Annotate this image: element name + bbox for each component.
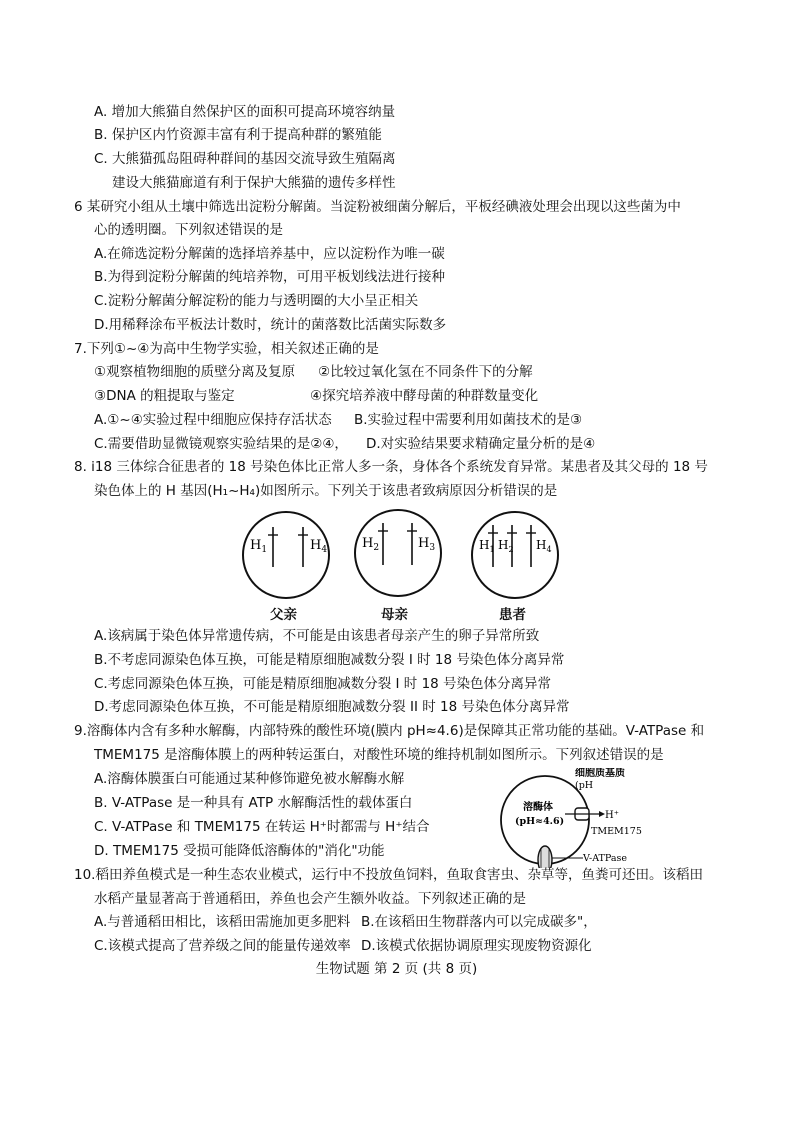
v-atpase-label: V-ATPase [583, 853, 628, 864]
q5-option-b: B. 保护区内竹资源丰富有利于提高种群的繁殖能 [94, 127, 382, 143]
q7-experiment-4: ④探究培养液中酵母菌的种群数量变化 [310, 388, 539, 404]
patient-label: 患者 [499, 607, 526, 623]
q6-option-c: C.淀粉分解菌分解淀粉的能力与透明圈的大小呈正相关 [94, 293, 419, 309]
q7-option-c: C.需要借助显微镜观察实验结果的是②④， [94, 436, 348, 452]
q6-option-b: B.为得到淀粉分解菌的纯培养物，可用平板划线法进行接种 [94, 269, 446, 285]
q9-option-a: A.溶酶体膜蛋白可能通过某种修饰避免被水解酶水解 [94, 771, 405, 787]
q7-experiment-1: ①观察植物细胞的质壁分离及复原 [94, 364, 296, 380]
q5-option-c: C. 大熊猫孤岛阻碍种群间的基因交流导致生殖隔离 [94, 151, 396, 167]
patient-gene-h1: $H_1$ [479, 538, 495, 554]
cytosol-label: 细胞质基质 [575, 768, 625, 779]
tmem175-label: TMEM175 [591, 826, 642, 837]
father-gene-h1: $H_1$ [250, 538, 268, 555]
chromosome-figure [230, 505, 580, 605]
lysosome-figure [495, 768, 645, 868]
mother-gene-h3: $H_3$ [418, 536, 436, 553]
q9-stem-line2: TMEM175 是溶酶体膜上的两种转运蛋白，对酸性环境的维持机制如图所示。下列叙述错误的是 [94, 747, 664, 763]
q10-stem-line1: 10.稻田养鱼模式是一种生态农业模式，运行中不投放鱼饲料，鱼取食害虫、杂草等，鱼粪可还田。该稻田 [74, 867, 703, 883]
q5-option-a: A. 增加大熊猫自然保护区的面积可提高环境容纳量 [94, 104, 396, 120]
q6-stem-line2: 心的透明圈。下列叙述错误的是 [94, 222, 283, 238]
mother-cell [355, 510, 441, 596]
mother-label: 母亲 [381, 607, 408, 623]
q8-option-b: B.不考虑同源染色体互换，可能是精原细胞减数分裂 I 时 18 号染色体分离异常 [94, 652, 565, 668]
hplus-label: H⁺ [605, 810, 619, 821]
q5-option-d: 建设大熊猫廊道有利于保护大熊猫的遗传多样性 [112, 175, 396, 191]
q7-experiment-3: ③DNA 的粗提取与鉴定 [94, 388, 235, 404]
q8-option-a: A.该病属于染色体异常遗传病，不可能是由该患者母亲产生的卵子异常所致 [94, 628, 540, 644]
q8-stem-line1: 8. i18 三体综合征患者的 18 号染色体比正常人多一条，身体各个系统发育异常。某患者及其父母的 18 号 [74, 459, 708, 475]
q7-option-b: B.实验过程中需要利用如菌技术的是③ [354, 412, 583, 428]
father-gene-h4: $H_4$ [310, 538, 328, 555]
q9-stem-line1: 9.溶酶体内含有多种水解酶，内部特殊的酸性环境(膜内 pH≈4.6)是保障其正常功能的基础。V-ATPase 和 [74, 723, 705, 739]
lysosome-label: 溶酶体 [523, 802, 553, 813]
q9-option-d: D. TMEM175 受损可能降低溶酶体的"消化"功能 [94, 843, 385, 859]
q7-option-a: A.①~④实验过程中细胞应保持存活状态 [94, 412, 332, 428]
q8-option-c: C.考虑同源染色体互换，可能是精原细胞减数分裂 I 时 18 号染色体分离异常 [94, 676, 552, 692]
cytosol-ph-label: (pH [575, 780, 594, 791]
page-footer: 生物试题 第 2 页 (共 8 页) [315, 961, 478, 977]
q10-option-a: A.与普通稻田相比，该稻田需施加更多肥料 [94, 914, 351, 930]
q10-option-c: C.该模式提高了营养级之间的能量传递效率 [94, 938, 351, 954]
q8-stem-line2: 染色体上的 H 基因(H₁~H₄)如图所示。下列关于该患者致病原因分析错误的是 [94, 483, 558, 499]
q10-option-d: D.该模式依据协调原理实现废物资源化 [361, 938, 592, 954]
v-atpase-pump [538, 846, 552, 868]
q6-option-d: D.用稀释涂布平板法计数时，统计的菌落数比活菌实际数多 [94, 317, 447, 333]
father-cell [243, 512, 329, 598]
q8-option-d: D.考虑同源染色体互换，不可能是精原细胞减数分裂 II 时 18 号染色体分离异常 [94, 699, 570, 715]
patient-gene-h2: $H_2$ [498, 538, 514, 554]
lysosome-ph-label: (pH≈4.6) [515, 816, 565, 827]
q7-option-d: D.对实验结果要求精确定量分析的是④ [366, 436, 596, 452]
q6-option-a: A.在筛选淀粉分解菌的选择培养基中，应以淀粉作为唯一碳 [94, 246, 445, 262]
q7-stem: 7.下列①~④为高中生物学实验，相关叙述正确的是 [74, 341, 379, 357]
q9-option-c: C. V-ATPase 和 TMEM175 在转运 H⁺时都需与 H⁺结合 [94, 819, 430, 835]
q9-option-b: B. V-ATPase 是一种具有 ATP 水解酶活性的载体蛋白 [94, 795, 413, 811]
q10-option-b: B.在该稻田生物群落内可以完成碳多"， [361, 914, 597, 930]
patient-gene-h4: $H_4$ [536, 538, 552, 554]
father-label: 父亲 [270, 607, 297, 623]
q10-stem-line2: 水稻产量显著高于普通稻田，养鱼也会产生额外收益。下列叙述正确的是 [94, 891, 526, 907]
q6-stem-line1: 6 某研究小组从土壤中筛选出淀粉分解菌。当淀粉被细菌分解后，平板经碘液处理会出现以这些菌为中 [74, 199, 681, 215]
patient-cell [472, 512, 558, 598]
q7-experiment-2: ②比较过氧化氢在不同条件下的分解 [318, 364, 533, 380]
mother-gene-h2: $H_2$ [362, 536, 380, 553]
